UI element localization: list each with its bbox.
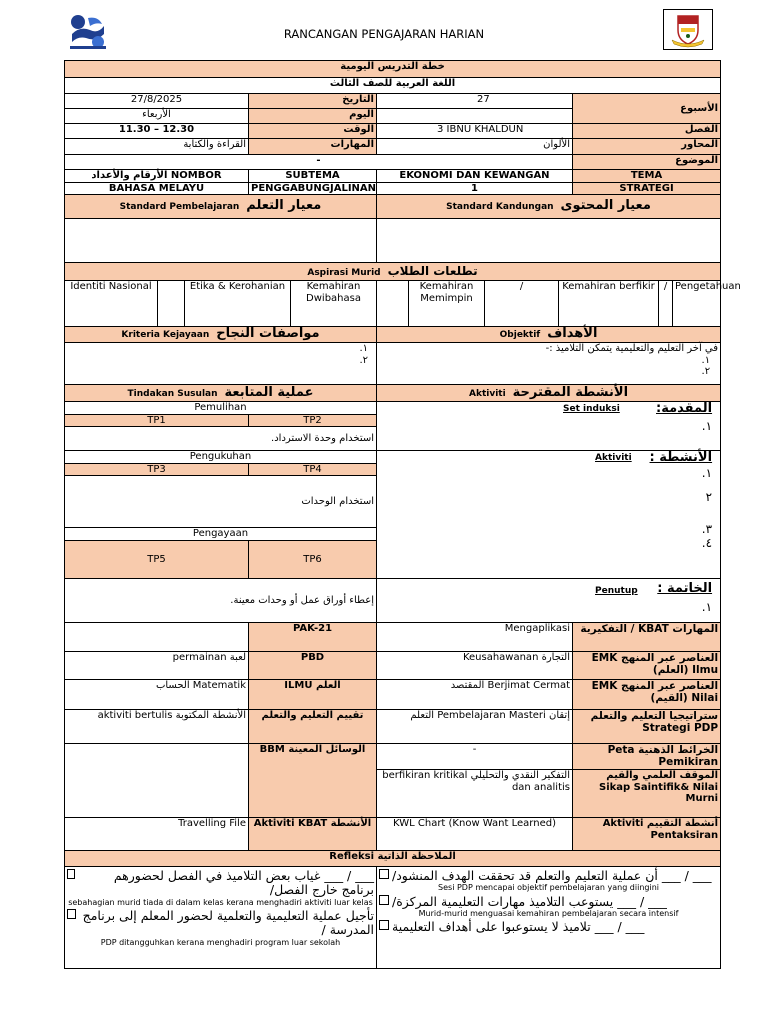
day-value: الأربعاء: [65, 109, 249, 124]
pengayaan-label: Pengayaan: [65, 528, 377, 541]
objektif-intro: في آخر التعليم والتعليمية يتمكن التلاميذ :-: [545, 343, 719, 354]
strategi-value: 1: [377, 182, 573, 195]
aspirasi-pengetahuan: Pengetahuan: [673, 281, 721, 327]
pak21-label: PAK-21: [249, 623, 377, 652]
aspirasi-memimpin-mark: /: [485, 281, 559, 327]
refleksi-right-3-checkbox[interactable]: [379, 920, 389, 930]
date-value: 27/8/2025: [65, 94, 249, 109]
pbd-label: PBD: [249, 652, 377, 680]
activity-item-3: ٣.: [701, 522, 713, 536]
refleksi-left-2-ms: PDP ditangguhkan kerana menghadiri program luar sekolah: [100, 937, 341, 947]
objektif-ms: Objektif: [499, 330, 541, 341]
kriteria-ms: Kriteria Kejayaan: [121, 330, 210, 341]
aktiviti-ar: الأنشطة المقترحة: [512, 384, 629, 400]
standard-pembelajaran-ar: معيار التعلم: [246, 198, 322, 214]
refleksi-header: Refleksi الملاحظة الذاتية: [65, 851, 721, 867]
refleksi-right-1-text: ___ / ___ أن عملية التعليم والتعلم قد تحققت الهدف المنشود/: [392, 868, 712, 883]
axis-value: الألوان: [377, 139, 573, 155]
refleksi-right-1-ms: Sesi PDP mencapai objektif pembelajaran yang diingini: [438, 883, 659, 893]
refleksi-right-2-ms: Murid-murid menguasai kemahiran pembelajaran secara intensif: [418, 908, 679, 918]
kriteria-ar: مواصفات النجاح: [216, 326, 320, 342]
anshitah-cell: [377, 451, 721, 579]
school-crest-logo: [663, 9, 713, 50]
aspirasi-memimpin: Kemahiran Memimpin: [409, 281, 485, 327]
pemulihan-text: استخدام وحدة الاسترداد.: [65, 427, 377, 451]
aspirasi-berfikir: Kemahiran berfikir: [559, 281, 659, 327]
penutup-label: Penutup: [595, 586, 638, 596]
aspirasi-berfikir-mark: /: [659, 281, 673, 327]
topic-label: الموضوع: [573, 155, 721, 170]
objektif-ar: الأهداف: [547, 326, 598, 342]
time-label: الوقت: [249, 124, 377, 139]
kbat-activity-value: Travelling File: [65, 818, 249, 851]
nombor-label: الأرقام والأعداد NOMBOR: [65, 170, 249, 183]
aktiviti-sub-label: Aktiviti: [595, 453, 632, 463]
week-label: الأسبوع: [573, 94, 721, 124]
aspirasi-etika: Etika & Kerohanian: [185, 281, 291, 327]
standard-kandungan-header: [377, 195, 721, 219]
kbat-value: Mengaplikasi: [377, 623, 573, 652]
kriteria-body: [65, 343, 377, 385]
standard-pembelajaran-body: [65, 219, 377, 263]
emk-ilmu-value: التجارة Keusahawanan: [377, 652, 573, 680]
khatimah-ar: الخاتمة :: [657, 581, 713, 596]
tp4-label: TP4: [249, 463, 377, 476]
refleksi-left-1-checkbox[interactable]: [67, 869, 75, 879]
tindakan-ar: عملية المتابعة: [224, 384, 314, 400]
date-label: التاريخ: [249, 94, 377, 109]
kbat-label: المهارات KBAT / التفكيرية: [573, 623, 721, 652]
topic-value: -: [65, 155, 573, 170]
emk-ilmu-label: العناصر عبر المنهج EMK Ilmu (العلم): [573, 652, 721, 680]
emk-nilai-value: Berjimat Cermat المقتصد: [377, 680, 573, 710]
skills-value: القراءة والكتابة: [65, 139, 249, 155]
aktiviti-header: [377, 385, 721, 402]
pentaksiran-label: أنشطة التقييم Aktiviti Pentaksiran: [573, 818, 721, 851]
lesson-plan-table: [64, 60, 741, 969]
plan-title: خطة التدريس اليومية: [65, 61, 721, 78]
plan-subtitle: اللغة العربية للصف الثالث: [65, 78, 721, 94]
bahasa-melayu-value: BAHASA MELAYU: [65, 182, 249, 195]
muqaddimah-ar: المقدمة:: [656, 401, 713, 416]
khatimah-item-1: ١.: [701, 600, 713, 614]
refleksi-left-1-text: ___ / ___ غياب بعض التلاميذ في الفصل لحضورهم برنامج خارج الفصل/: [113, 868, 374, 898]
muqaddimah-cell: [377, 402, 721, 451]
refleksi-left-1: [67, 869, 374, 898]
refleksi-left-1-ms: sebahagian murid tiada di dalam kelas kerana menghadiri aktiviti luar kelas: [68, 897, 373, 907]
class-value: 3 IBNU KHALDUN: [377, 124, 573, 139]
ilmu-value: Matematik الحساب: [65, 680, 249, 710]
muqaddimah-item-1: ١.: [701, 419, 713, 433]
tp5-label: TP5: [65, 540, 249, 578]
khatimah-cell: [377, 579, 721, 623]
refleksi-right-2-text: ___ / ___ يستوعب التلاميذ مهارات التعليمية المركزة/: [392, 893, 667, 909]
strategi-pdp-value: إتقان Pembelajaran Masteri التعلم: [377, 710, 573, 744]
activity-item-2: ٢: [705, 490, 713, 504]
refleksi-right-2: [379, 895, 718, 909]
refleksi-right-2-checkbox[interactable]: [379, 895, 389, 905]
refleksi-left-2-text: تأجيل عملية التعليمية والتعلمية لحضور المعلم إلى برنامج المدرسة /: [82, 907, 374, 938]
pentaksiran-value: KWL Chart (Know Want Learned): [377, 818, 573, 851]
aspirasi-identiti: Identiti Nasional: [65, 281, 158, 327]
time-value: 11.30 – 12.30: [65, 124, 249, 139]
aspirasi-dwibahasa-mark: [377, 281, 409, 327]
tindakan-header: [65, 385, 377, 402]
standard-pembelajaran-ms: Standard Pembelajaran: [119, 202, 240, 213]
objektif-body: [377, 343, 721, 385]
bbm-value: [65, 744, 249, 818]
standard-kandungan-ms: Standard Kandungan: [446, 202, 554, 213]
objektif-item-1: ١.: [701, 354, 711, 366]
sikap-label: الموقف العلمي والقيم Sikap Saintifik& Nilai Murni: [573, 770, 721, 818]
strategi-pdp-label: ستراتيجيا التعليم والتعلم Strategi PDP: [573, 710, 721, 744]
day-spacer: [377, 109, 573, 124]
tp3-label: TP3: [65, 463, 249, 476]
refleksi-left-2-checkbox[interactable]: [67, 909, 76, 919]
tp2-label: TP2: [249, 414, 377, 427]
ministry-logo: [68, 12, 108, 52]
strategi-label: STRATEGI: [573, 182, 721, 195]
pemulihan-label: Pemulihan: [65, 402, 377, 415]
class-label: الفصل: [573, 124, 721, 139]
objektif-header: [377, 327, 721, 343]
pengukuhan-label: Pengukuhan: [65, 451, 377, 464]
document-title: RANCANGAN PENGAJARAN HARIAN: [283, 27, 485, 41]
aspirasi-header: [65, 263, 721, 281]
emk-nilai-label: العناصر عبر المنهج EMK Nilai (القيم): [573, 680, 721, 710]
refleksi-right-3-text: ___ / ___ تلاميذ لا يستوعبوا على أهداف التعليمية: [392, 919, 645, 935]
penggabungjalinan-label: PENGGABUNGJALINAN: [249, 182, 377, 195]
kriteria-item-1: ١.: [359, 343, 368, 354]
kriteria-item-2: ٢.: [359, 354, 368, 366]
tema-label: TEMA: [573, 170, 721, 183]
activity-item-1: ١.: [701, 466, 713, 480]
tp6-label: TP6: [249, 540, 377, 578]
peta-value: -: [377, 744, 573, 770]
aspirasi-ms: Aspirasi Murid: [307, 267, 381, 278]
refleksi-right-3: [379, 920, 718, 934]
tindakan-ms: Tindakan Susulan: [127, 388, 218, 399]
pengayaan-text: إعطاء أوراق عمل أو وحدات معينة.: [65, 579, 377, 623]
skills-label: المهارات: [249, 139, 377, 155]
standard-kandungan-body: [377, 219, 721, 263]
activity-item-4: ٤.: [701, 536, 713, 550]
objektif-item-2: ٢.: [701, 366, 711, 377]
penilaian-value: الأنشطة المكتوبة aktiviti bertulis: [65, 710, 249, 744]
pbd-value: لعبة permainan: [65, 652, 249, 680]
kbat-activity-label: الأنشطة Aktiviti KBAT: [249, 818, 377, 851]
refleksi-left-2: [67, 909, 374, 938]
aspirasi-dwibahasa: Kemahiran Dwibahasa: [291, 281, 377, 327]
penilaian-label: تقييم التعليم والتعلم: [249, 710, 377, 744]
pak21-value: [65, 623, 249, 652]
standard-kandungan-ar: معيار المحتوى: [560, 198, 651, 214]
peta-label: الخرائط الذهنية Peta Pemikiran: [573, 744, 721, 770]
axis-label: المحاور: [573, 139, 721, 155]
standard-pembelajaran-header: [65, 195, 377, 219]
pengukuhan-text: استخدام الوحدات: [65, 476, 377, 528]
week-value: 27: [377, 94, 573, 109]
refleksi-right: [377, 867, 721, 969]
aspirasi-identiti-mark: [158, 281, 185, 327]
sikap-value: التفكير النقدي والتحليلي berfikiran kritikal dan analitis: [377, 770, 573, 818]
set-induksi-label: Set induksi: [563, 404, 620, 414]
aktiviti-ms: Aktiviti: [469, 388, 506, 399]
anshitah-ar: الأنشطة :: [649, 450, 713, 465]
bbm-label: الوسائل المعينة BBM: [249, 744, 377, 818]
refleksi-right-1: [379, 869, 718, 883]
subtema-label: SUBTEMA: [249, 170, 377, 183]
ilmu-label: العلم ILMU: [249, 680, 377, 710]
day-label: اليوم: [249, 109, 377, 124]
refleksi-left: [65, 867, 377, 969]
tp1-label: TP1: [65, 414, 249, 427]
refleksi-right-1-checkbox[interactable]: [379, 869, 389, 879]
kriteria-header: [65, 327, 377, 343]
page-header: [0, 0, 768, 60]
aspirasi-ar: تطلعات الطلاب: [387, 263, 478, 278]
tema-value: EKONOMI DAN KEWANGAN: [377, 170, 573, 183]
